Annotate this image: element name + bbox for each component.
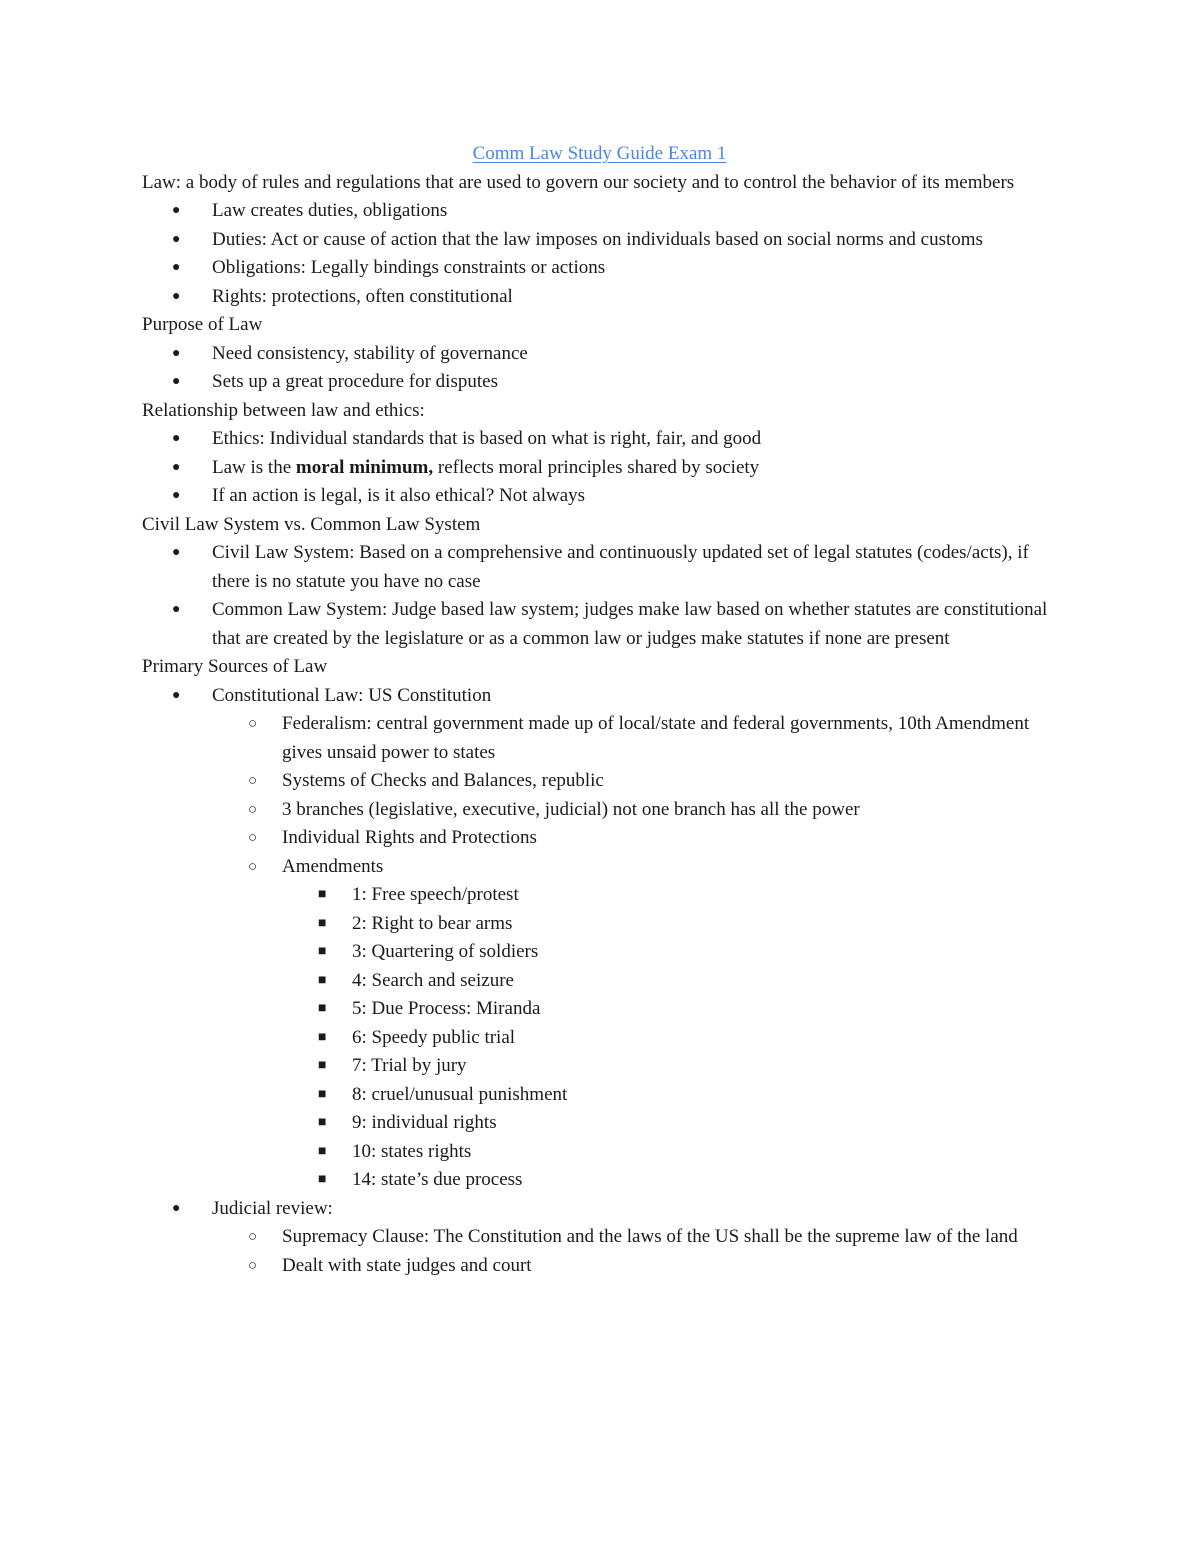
list-item: ● Civil Law System: Based on a comprehensive and continuously updated set of legal statutes (codes/acts), if there is no statute you have no case	[142, 539, 1057, 596]
purpose-heading: Purpose of Law	[142, 314, 263, 335]
square-bullet-icon: ■	[318, 1058, 327, 1073]
square-bullet-icon: ■	[318, 1115, 327, 1130]
list-item: ● Ethics: Individual standards that is based on what is right, fair, and good	[142, 425, 1057, 454]
list-item: ● If an action is legal, is it also ethical? Not always	[142, 482, 1057, 511]
constitutional-sublist	[212, 710, 1057, 1195]
square-bullet-icon: ■	[318, 1143, 327, 1159]
filled-circle-bullet-icon: ●	[172, 288, 181, 304]
square-bullet-icon: ■	[318, 1086, 327, 1102]
list-item: ● Constitutional Law: US Constitution ○ Federalism: central government made up of local/state and federal governments, 10th Amendment gives unsaid power to states ○ Systems of Checks and Balances, republic ○ 3 branches (legislative, executive, judicial) not one branch has all the power ○ Individual Rights and Protections ○ Amendments ■ 1: Free speech/protest ■ 2: Right to bear arms ■ 3: Quartering of soldiers ■ 4: Search and seizure ■ 5: Due Process: Miranda ■ 6: Speedy public trial ■ 7: Trial by jury ■ 8: cruel/unusual punishment ■ 9: individual rights ■ 10: states rights ■ 14: state’s due process	[142, 682, 1057, 1195]
list-item: ○ 3 branches (legislative, executive, judicial) not one branch has all the power	[212, 796, 1057, 825]
hollow-circle-bullet-icon: ○	[248, 801, 258, 818]
hollow-circle-bullet-icon: ○	[248, 858, 258, 875]
list-item: ○ Amendments ■ 1: Free speech/protest ■ 2: Right to bear arms ■ 3: Quartering of soldiers ■ 4: Search and seizure ■ 5: Due Process: Miranda ■ 6: Speedy public trial ■ 7: Trial by jury ■ 8: cruel/unusual punishment ■ 9: individual rights ■ 10: states rights ■ 14: state’s due process	[212, 853, 1057, 1195]
list-item: ● Law is the moral minimum, reflects moral principles shared by society	[142, 454, 1057, 483]
filled-circle-bullet-icon: ●	[172, 545, 181, 560]
civil-list	[142, 539, 1057, 653]
judicial-sublist	[212, 1223, 1057, 1280]
amendments-sublist	[282, 881, 1057, 1195]
primary-list	[142, 682, 1057, 1281]
square-bullet-icon: ■	[318, 1029, 327, 1045]
square-bullet-icon: ■	[318, 1001, 327, 1016]
list-item: ● Judicial review: ○ Supremacy Clause: The Constitution and the laws of the US shall be the supreme law of the land ○ Dealt with state judges and court	[142, 1195, 1057, 1281]
document-title: Comm Law Study Guide Exam 1	[472, 143, 727, 164]
filled-circle-bullet-icon: ●	[172, 431, 181, 446]
primary-heading: Primary Sources of Law	[142, 656, 328, 677]
filled-circle-bullet-icon: ●	[172, 231, 181, 247]
civil-heading: Civil Law System vs. Common Law System	[142, 513, 481, 535]
filled-circle-bullet-icon: ●	[172, 345, 181, 361]
hollow-circle-bullet-icon: ○	[248, 716, 258, 732]
filled-circle-bullet-icon: ●	[172, 1200, 181, 1216]
square-bullet-icon: ■	[318, 1172, 327, 1187]
ethics-heading: Relationship between law and ethics:	[142, 399, 425, 421]
filled-circle-bullet-icon: ●	[172, 687, 181, 703]
square-bullet-icon: ■	[318, 944, 327, 959]
list-item: ■ 9: individual rights	[282, 1109, 1057, 1138]
filled-circle-bullet-icon: ●	[172, 602, 181, 617]
list-item: ■ 3: Quartering of soldiers	[282, 938, 1057, 967]
filled-circle-bullet-icon: ●	[172, 488, 181, 503]
square-bullet-icon: ■	[318, 915, 327, 931]
filled-circle-bullet-icon: ●	[172, 459, 181, 475]
filled-circle-bullet-icon: ●	[172, 203, 181, 218]
list-item: ○ Supremacy Clause: The Constitution and the laws of the US shall be the supreme law of the land	[212, 1223, 1057, 1252]
list-item: ■ 14: state’s due process	[282, 1166, 1057, 1195]
list-item: ■ 4: Search and seizure	[282, 967, 1057, 996]
filled-circle-bullet-icon: ●	[172, 260, 181, 275]
list-item: ■ 1: Free speech/protest	[282, 881, 1057, 910]
list-item: ○ Systems of Checks and Balances, republic	[212, 767, 1057, 796]
law-list	[142, 197, 1057, 311]
list-item: ■ 10: states rights	[282, 1138, 1057, 1167]
hollow-circle-bullet-icon: ○	[248, 1257, 258, 1274]
square-bullet-icon: ■	[318, 887, 327, 902]
list-item: ■ 8: cruel/unusual punishment	[282, 1081, 1057, 1110]
ethics-list	[142, 425, 1057, 511]
list-item: ○ Individual Rights and Protections	[212, 824, 1057, 853]
list-item: ■ 5: Due Process: Miranda	[282, 995, 1057, 1024]
hollow-circle-bullet-icon: ○	[248, 773, 258, 789]
hollow-circle-bullet-icon: ○	[248, 1229, 258, 1245]
list-item: ■ 2: Right to bear arms	[282, 910, 1057, 939]
list-item: ■ 6: Speedy public trial	[282, 1024, 1057, 1053]
list-item: ● Sets up a great procedure for disputes	[142, 368, 1057, 397]
list-item: ● Duties: Act or cause of action that the law imposes on individuals based on social norms and customs	[142, 226, 1057, 255]
bold-term: moral minimum,	[295, 456, 434, 478]
filled-circle-bullet-icon: ●	[172, 374, 181, 389]
list-item: ■ 7: Trial by jury	[282, 1052, 1057, 1081]
list-item: ○ Dealt with state judges and court	[212, 1252, 1057, 1281]
list-item: ● Rights: protections, often constitutional	[142, 283, 1057, 312]
list-item: ● Obligations: Legally bindings constraints or actions	[142, 254, 1057, 283]
list-item: ● Need consistency, stability of governance	[142, 340, 1057, 369]
law-definition: Law: a body of rules and regulations that are used to govern our society and to control the behavior of its members	[142, 171, 1015, 193]
square-bullet-icon: ■	[318, 972, 327, 988]
hollow-circle-bullet-icon: ○	[248, 830, 258, 846]
list-item: ○ Federalism: central government made up of local/state and federal governments, 10th Amendment gives unsaid power to states	[212, 710, 1057, 767]
list-item: ● Law creates duties, obligations	[142, 197, 1057, 226]
document-content	[142, 140, 1057, 1280]
purpose-list	[142, 340, 1057, 397]
list-item: ● Common Law System: Judge based law system; judges make law based on whether statutes are constitutional that are created by the legislature or as a common law or judges make statutes if none are present	[142, 596, 1057, 653]
